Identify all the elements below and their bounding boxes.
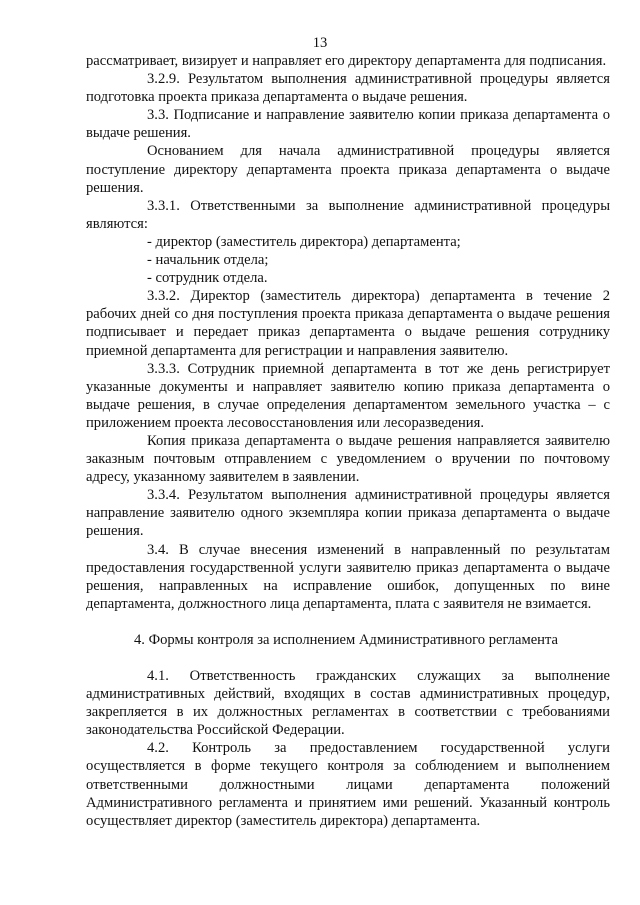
- paragraph-3-3-4: 3.3.4. Результатом выполнения административной процедуры является направление заявителю одного экземпляра копии приказа департамента о выдаче решения.: [86, 487, 610, 540]
- paragraph-copy-delivery: Копия приказа департамента о выдаче решения направляется заявителю заказным почтовым отправлением с уведомлением о вручении по почтовому адресу, указанному заявителем в заявлении.: [86, 432, 610, 486]
- paragraph-3-4: 3.4. В случае внесения изменений в направленный по результатам предоставления государственной услуги заявителю приказ департамента о выдаче решения, направленных на исправление ошибок, допущенных по вине департамента, должностного лица департамента, плата с заявителя не взимается.: [86, 541, 610, 612]
- paragraph-3-3-2: 3.3.2. Директор (заместитель директора) департамента в течение 2 рабочих дней со дня поступления проекта приказа департамента о выдаче решения подписывает и передает приказ департамента о выдаче решения сотруднику приемной департамента для регистрации и направления заявителю.: [86, 288, 610, 359]
- document-body: [86, 52, 610, 830]
- section-heading-4: 4. Формы контроля за исполнением Административного регламента: [134, 631, 559, 648]
- list-item-head-of-department: - начальник отдела;: [147, 252, 269, 269]
- paragraph-3-3-3: 3.3.3. Сотрудник приемной департамента в тот же день регистрирует указанные документы и направляет заявителю копию приказа департамента о выдаче решения, в случае определения департаментом земельного участка – с приложением проекта лесовосстановления или лесоразведения.: [86, 360, 610, 431]
- paragraph-3-2-9: 3.2.9. Результатом выполнения административной процедуры является подготовка проекта приказа департамента о выдаче решения.: [86, 71, 610, 106]
- paragraph-3-3: 3.3. Подписание и направление заявителю копии приказа департамента о выдаче решения.: [86, 107, 610, 142]
- paragraph-basis: Основанием для начала административной процедуры является поступление директору департамента проекта приказа департамента о выдаче решения.: [86, 143, 610, 196]
- page-number: 13: [312, 35, 328, 51]
- list-item-employee: - сотрудник отдела.: [147, 270, 268, 287]
- list-item-director: - директор (заместитель директора) департамента;: [147, 233, 461, 250]
- paragraph-4-2: 4.2. Контроль за предоставлением государственной услуги осуществляется в форме текущего контроля за соблюдением и выполнением ответственными должностными лицами департамента положений Административного регламента и принятием ими решений. Указанный контроль осуществляет директор (заместитель директора) департамента.: [86, 740, 610, 829]
- paragraph-continuation: рассматривает, визирует и направляет его директору департамента для подписания.: [86, 53, 607, 69]
- paragraph-3-3-1: 3.3.1. Ответственными за выполнение административной процедуры являются:: [86, 197, 610, 232]
- paragraph-4-1: 4.1. Ответственность гражданских служащих за выполнение административных действий, входящих в состав административных процедур, закрепляется в их должностных регламентах в соответствии с требованиями законодательства Российской Федерации.: [86, 668, 610, 739]
